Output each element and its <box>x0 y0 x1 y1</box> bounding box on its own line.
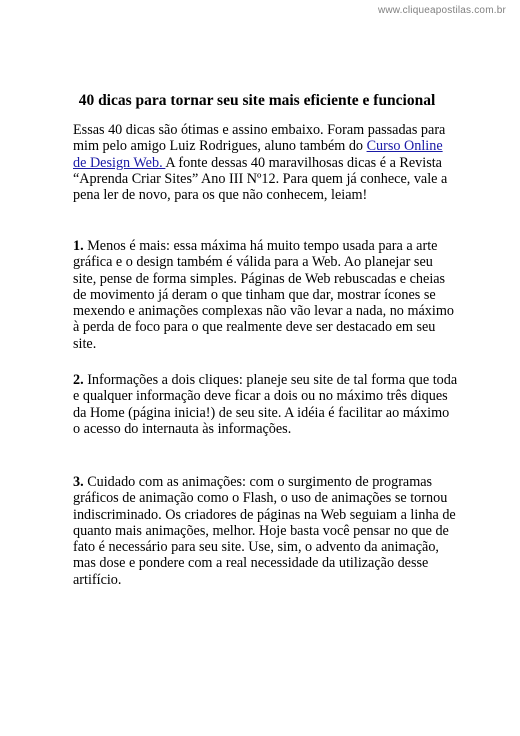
tip-number: 3. <box>73 474 84 490</box>
document-body <box>73 122 458 588</box>
tip-text: Menos é mais: essa máxima há muito tempo usada para a arte gráfica e o design também é válida para a Web. Ao planejar seu site, pense de forma simples. Páginas de Web rebuscadas e cheias de movimento já deram o que tinham que dar, mostrar ícones se mexendo e animações complexas não vão levar a nada, no máximo à perda de foco para o que realmente deve ser destacado em seu site. <box>73 238 454 352</box>
tip-text: Informações a dois cliques: planeje seu site de tal forma que toda e qualquer informação deve ficar a dois ou no máximo três diques da Home (página inicia!) de seu site. A idéia é facilitar ao máximo o acesso do internauta às informações. <box>73 372 458 437</box>
tip-paragraph-1 <box>73 238 458 352</box>
page-title: 40 dicas para tornar seu site mais eficiente e funcional <box>78 92 436 109</box>
tip-paragraph-2 <box>73 372 458 437</box>
tip-number: 1. <box>73 238 84 254</box>
tip-text: Cuidado com as animações: com o surgimento de programas gráficos de animação como o Flash, o uso de animações se tornou indiscriminado. Os criadores de páginas na Web seguiam a linha de quanto mais animações, melhor. Hoje basta você pensar no que de fato é necessário para seu site. Use, sim, o advento da animação, mas dose e pondere com a real necessidade da utilização desse artifício. <box>73 474 456 588</box>
site-url-header: www.cliqueapostilas.com.br <box>377 5 506 16</box>
tip-paragraph-3 <box>73 474 458 588</box>
intro-paragraph <box>73 122 458 203</box>
intro-text-start: Essas 40 dicas são ótimas e assino embaixo. Foram passadas para mim pelo amigo Luiz Rodrigues, aluno também do <box>73 122 446 155</box>
tip-number: 2. <box>73 372 84 388</box>
course-link[interactable]: Curso Online de Design Web. <box>73 138 443 171</box>
intro-text-end: A fonte dessas 40 maravilhosas dicas é a Revista “Aprenda Criar Sites” Ano III Nº12. Para quem já conhece, vale a pena ler de novo, para os que não conhecem, leiam! <box>73 154 448 204</box>
